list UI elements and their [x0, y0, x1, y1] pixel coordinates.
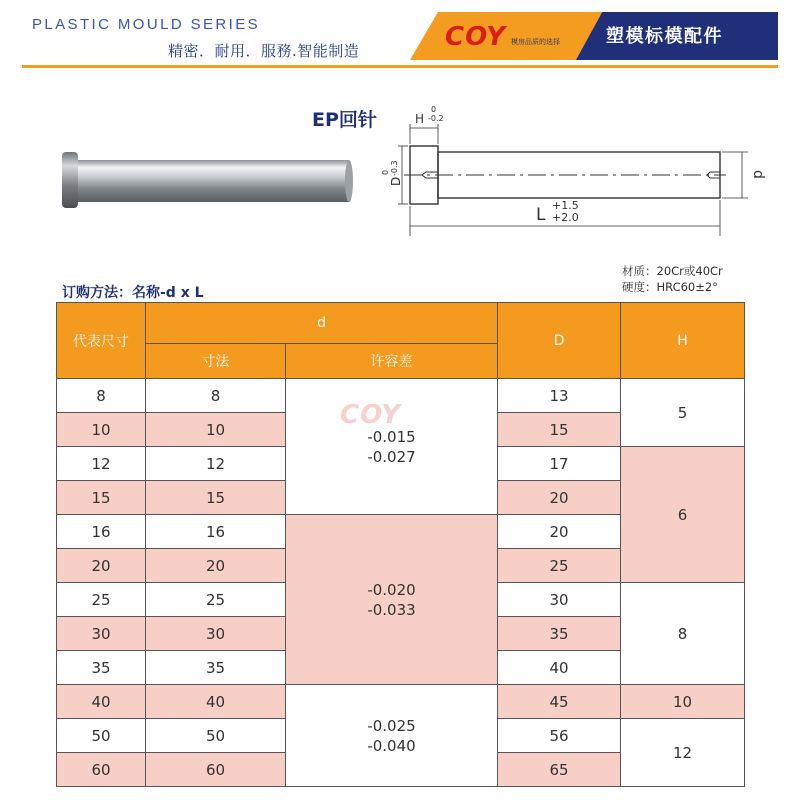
spec-table	[56, 302, 745, 787]
watermark-logo: COY	[340, 400, 402, 430]
cell-H: 8	[621, 583, 745, 685]
slogan: 精密．耐用．服務.智能制造	[168, 42, 360, 60]
cell-D: 35	[498, 617, 621, 651]
order-method: 订购方法：名称-d x L	[62, 285, 204, 301]
cell-D: 20	[498, 515, 621, 549]
cell-dim: 15	[146, 481, 286, 515]
header-d-tol: 许容差	[286, 344, 498, 379]
header-size: 代表尺寸	[57, 303, 146, 379]
product-title: EP回针	[312, 109, 377, 131]
dim-d-big-upper: 0	[381, 169, 390, 175]
dim-h-label: H	[415, 112, 425, 126]
cell-H: 5	[621, 379, 745, 447]
dim-d-small-label: d	[750, 170, 766, 179]
tol-lower: -0.033	[367, 600, 416, 619]
cell-dim: 16	[146, 515, 286, 549]
cell-size: 8	[57, 379, 146, 413]
cell-dim: 50	[146, 719, 286, 753]
brand-logo: COY	[445, 22, 507, 52]
cell-dim: 20	[146, 549, 286, 583]
cell-size: 50	[57, 719, 146, 753]
table-row	[57, 685, 745, 719]
cell-dim: 40	[146, 685, 286, 719]
tol-lower: -0.027	[367, 447, 416, 466]
cell-size: 20	[57, 549, 146, 583]
cell-size: 60	[57, 753, 146, 787]
pin-end	[345, 160, 353, 202]
cell-D: 40	[498, 651, 621, 685]
header-D: D	[498, 303, 621, 379]
cell-H: 10	[621, 685, 745, 719]
header-H: H	[621, 303, 745, 379]
dim-l-label: L	[536, 205, 546, 225]
cell-size: 30	[57, 617, 146, 651]
dim-h-lower: -0.2	[428, 114, 444, 123]
dim-l-upper: +1.5	[552, 199, 579, 212]
cell-D: 15	[498, 413, 621, 447]
cell-size: 16	[57, 515, 146, 549]
pin-shaft	[74, 160, 351, 202]
cell-tolerance	[286, 515, 498, 685]
cell-dim: 35	[146, 651, 286, 685]
ejector-pin-image	[56, 146, 358, 212]
series-title: PLASTIC MOULD SERIES	[32, 16, 261, 33]
cell-D: 13	[498, 379, 621, 413]
tol-upper: -0.020	[367, 580, 416, 599]
cell-dim: 25	[146, 583, 286, 617]
cell-dim: 8	[146, 379, 286, 413]
cell-dim: 12	[146, 447, 286, 481]
cell-size: 10	[57, 413, 146, 447]
header-d-dim: 寸法	[146, 344, 286, 379]
tol-lower: -0.040	[367, 736, 416, 755]
cell-dim: 30	[146, 617, 286, 651]
header-divider	[22, 65, 778, 68]
cell-D: 25	[498, 549, 621, 583]
cell-size: 35	[57, 651, 146, 685]
cell-tolerance	[286, 379, 498, 515]
dim-h-upper: 0	[431, 105, 437, 114]
dim-d-big-label: D	[389, 176, 403, 186]
tol-upper: -0.025	[367, 716, 416, 735]
cell-tolerance	[286, 685, 498, 787]
brand-tagline: 模房品质的选择	[511, 38, 560, 46]
cell-H: 12	[621, 719, 745, 787]
cell-size: 12	[57, 447, 146, 481]
dim-l-lower: +2.0	[552, 211, 579, 224]
cell-D: 56	[498, 719, 621, 753]
header-d: d	[146, 303, 498, 344]
material-info	[622, 263, 723, 295]
dim-d-big-lower: -0.3	[390, 160, 399, 176]
cell-D: 65	[498, 753, 621, 787]
category-title: 塑模标模配件	[606, 26, 723, 47]
cell-D: 45	[498, 685, 621, 719]
cell-size: 40	[57, 685, 146, 719]
hardness: 硬度：HRC60±2°	[622, 280, 718, 294]
cell-dim: 60	[146, 753, 286, 787]
tol-upper: -0.015	[367, 427, 416, 446]
cell-D: 20	[498, 481, 621, 515]
cell-D: 17	[498, 447, 621, 481]
cell-dim: 10	[146, 413, 286, 447]
cell-size: 15	[57, 481, 146, 515]
pin-head	[62, 152, 78, 208]
technical-drawing	[376, 100, 776, 240]
material: 材质：20Cr或40Cr	[622, 264, 723, 278]
cell-H: 6	[621, 447, 745, 583]
cell-size: 25	[57, 583, 146, 617]
cell-D: 30	[498, 583, 621, 617]
